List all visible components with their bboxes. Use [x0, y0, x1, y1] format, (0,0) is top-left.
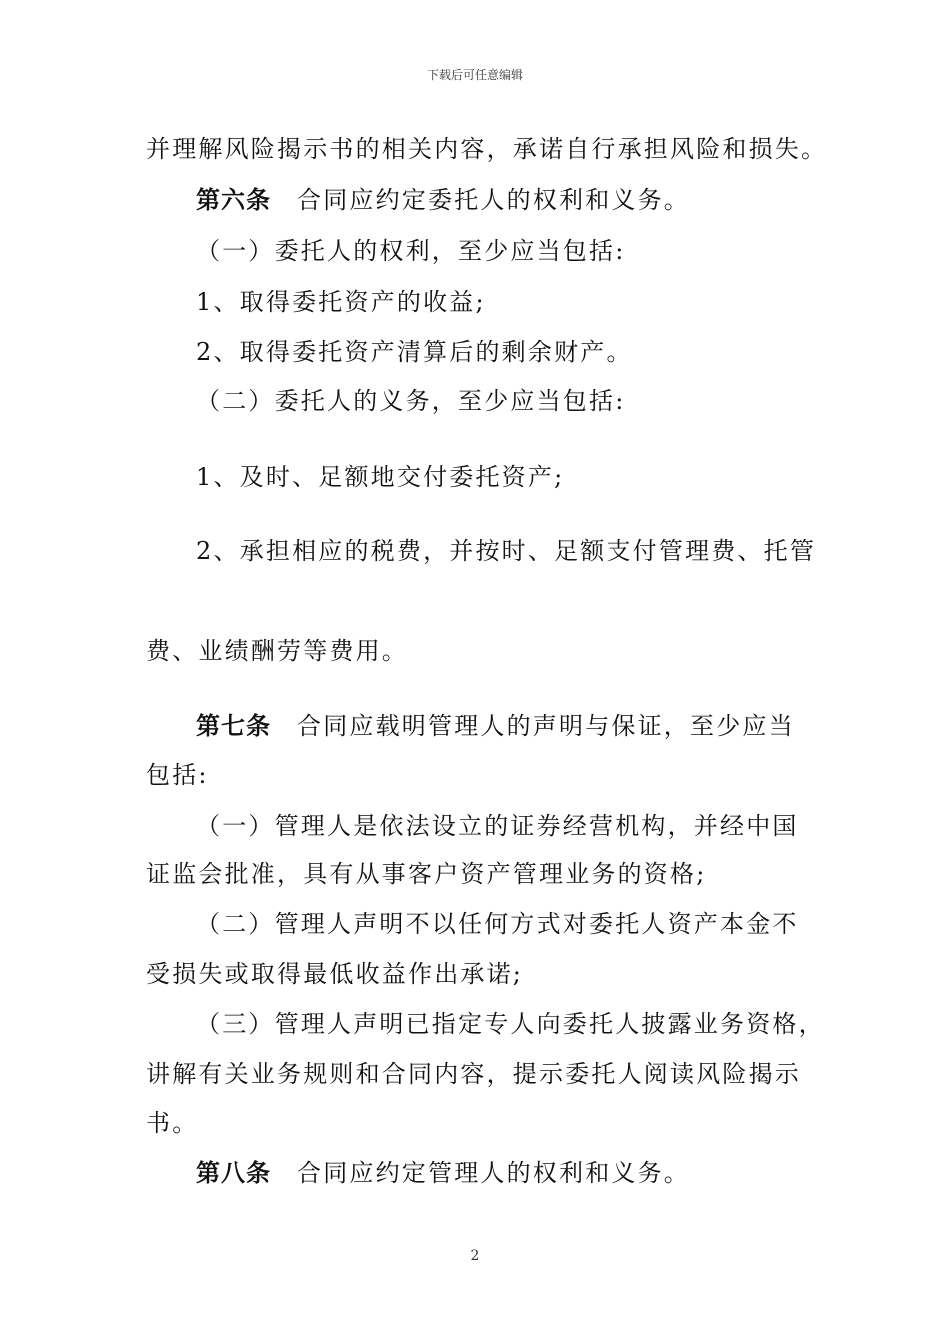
article-number: 第八条	[196, 1158, 271, 1187]
page-header: 下载后可任意编辑	[426, 68, 523, 82]
text-line: 讲解有关业务规则和合同内容，提示委托人阅读风险揭示	[146, 1060, 801, 1088]
text-line: 并理解风险揭示书的相关内容，承诺自行承担风险和损失。	[146, 135, 828, 163]
article-heading: 第八条 合同应约定管理人的权利和义务。	[196, 1158, 690, 1187]
article-number: 第七条	[196, 711, 271, 740]
text-line: （二）委托人的义务，至少应当包括:	[196, 387, 626, 415]
text-line: 包括:	[146, 761, 209, 789]
text-line: （一）管理人是依法设立的证券经营机构，并经中国	[196, 812, 799, 840]
list-item: 1、及时、足额地交付委托资产;	[196, 463, 565, 491]
list-item: 2、取得委托资产清算后的剩余财产。	[196, 338, 633, 366]
text-line: （二）管理人声明不以任何方式对委托人资产本金不	[196, 910, 799, 938]
text-line: （一）委托人的权利，至少应当包括:	[196, 237, 626, 265]
article-heading: 第七条 合同应载明管理人的声明与保证，至少应当	[196, 711, 795, 740]
article-heading: 第六条 合同应约定委托人的权利和义务。	[196, 185, 690, 214]
text-line: 受损失或取得最低收益作出承诺;	[146, 960, 524, 988]
page-number: 2	[470, 1248, 480, 1264]
text-line: 书。	[146, 1109, 199, 1137]
text-line: （三）管理人声明已指定专人向委托人披露业务资格，	[196, 1010, 825, 1038]
text-line: 证监会批准，具有从事客户资产管理业务的资格;	[146, 860, 707, 888]
list-item: 2、承担相应的税费，并按时、足额支付管理费、托管	[196, 537, 817, 565]
text-line: 费、业绩酬劳等费用。	[146, 637, 408, 665]
list-item: 1、取得委托资产的收益;	[196, 288, 486, 316]
article-number: 第六条	[196, 185, 271, 214]
